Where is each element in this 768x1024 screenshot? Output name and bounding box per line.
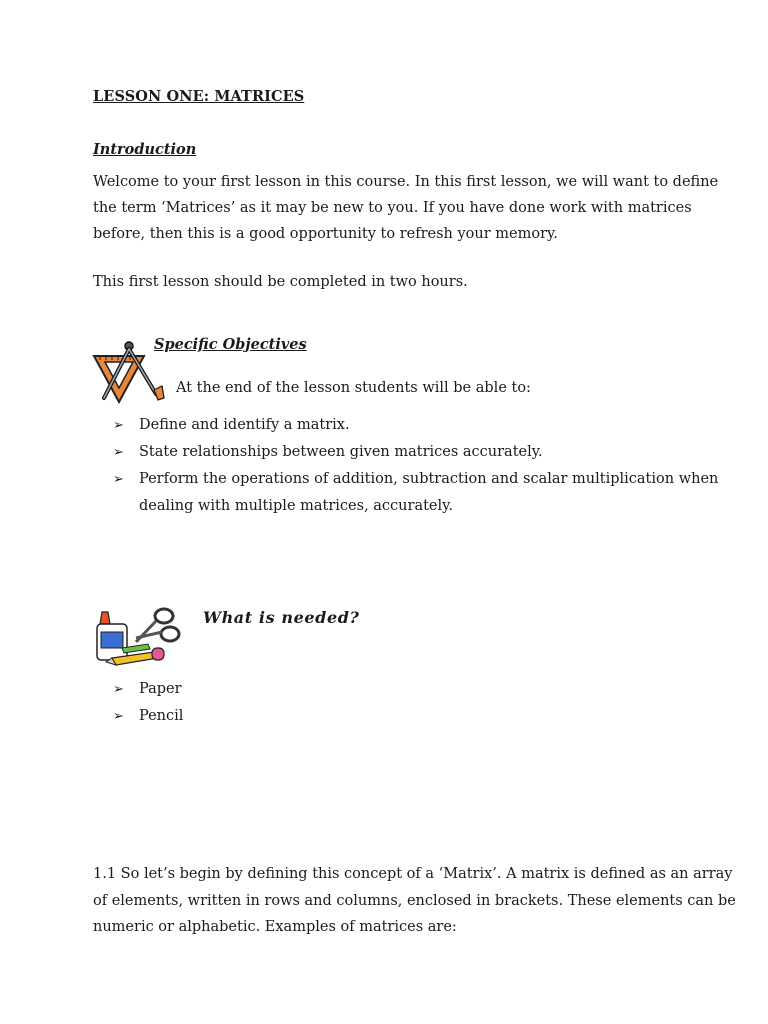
arrow-bullet-icon: ➢	[113, 709, 124, 724]
objective-text: State relationships between given matrices accurately.	[139, 444, 543, 460]
objective-text: Define and identify a matrix.	[139, 417, 350, 433]
section-1-1-paragraph: 1.1 So let’s begin by defining this concept of a ‘Matrix’. A matrix is defined as an array of elements, written in rows and columns, enclosed in brackets. These elements can be numeric or alphabetic. Examples of matrices are:	[93, 866, 736, 935]
arrow-bullet-icon: ➢	[113, 472, 124, 487]
list-item	[113, 439, 743, 466]
needed-item-text: Paper	[139, 681, 182, 697]
objective-text: Perform the operations of addition, subtraction and scalar multiplication when dealing with multiple matrices, accurately.	[139, 471, 719, 514]
lesson-title: LESSON ONE: MATRICES	[93, 88, 305, 105]
objectives-list	[113, 412, 743, 520]
needed-heading: What is needed?	[203, 608, 360, 627]
list-item	[113, 466, 743, 520]
needed-item-text: Pencil	[139, 708, 184, 724]
objectives-lead: At the end of the lesson students will be able to:	[176, 380, 531, 396]
arrow-bullet-icon: ➢	[113, 682, 124, 697]
arrow-bullet-icon: ➢	[113, 445, 124, 460]
list-item	[113, 676, 743, 703]
needed-list	[113, 676, 743, 730]
arrow-bullet-icon: ➢	[113, 418, 124, 433]
lesson-duration-text: This first lesson should be completed in two hours.	[93, 274, 468, 290]
introduction-paragraph: Welcome to your first lesson in this course. In this first lesson, we will want to define the term ‘Matrices’ as it may be new to you. If you have done work with matrices before, then this is a good opportunity to refresh your memory.	[93, 174, 719, 242]
objectives-heading: Specific Objectives	[154, 336, 307, 353]
list-item	[113, 703, 743, 730]
glue-scissors-pencil-icon	[92, 602, 184, 672]
introduction-heading: Introduction	[93, 141, 197, 158]
list-item	[113, 412, 743, 439]
